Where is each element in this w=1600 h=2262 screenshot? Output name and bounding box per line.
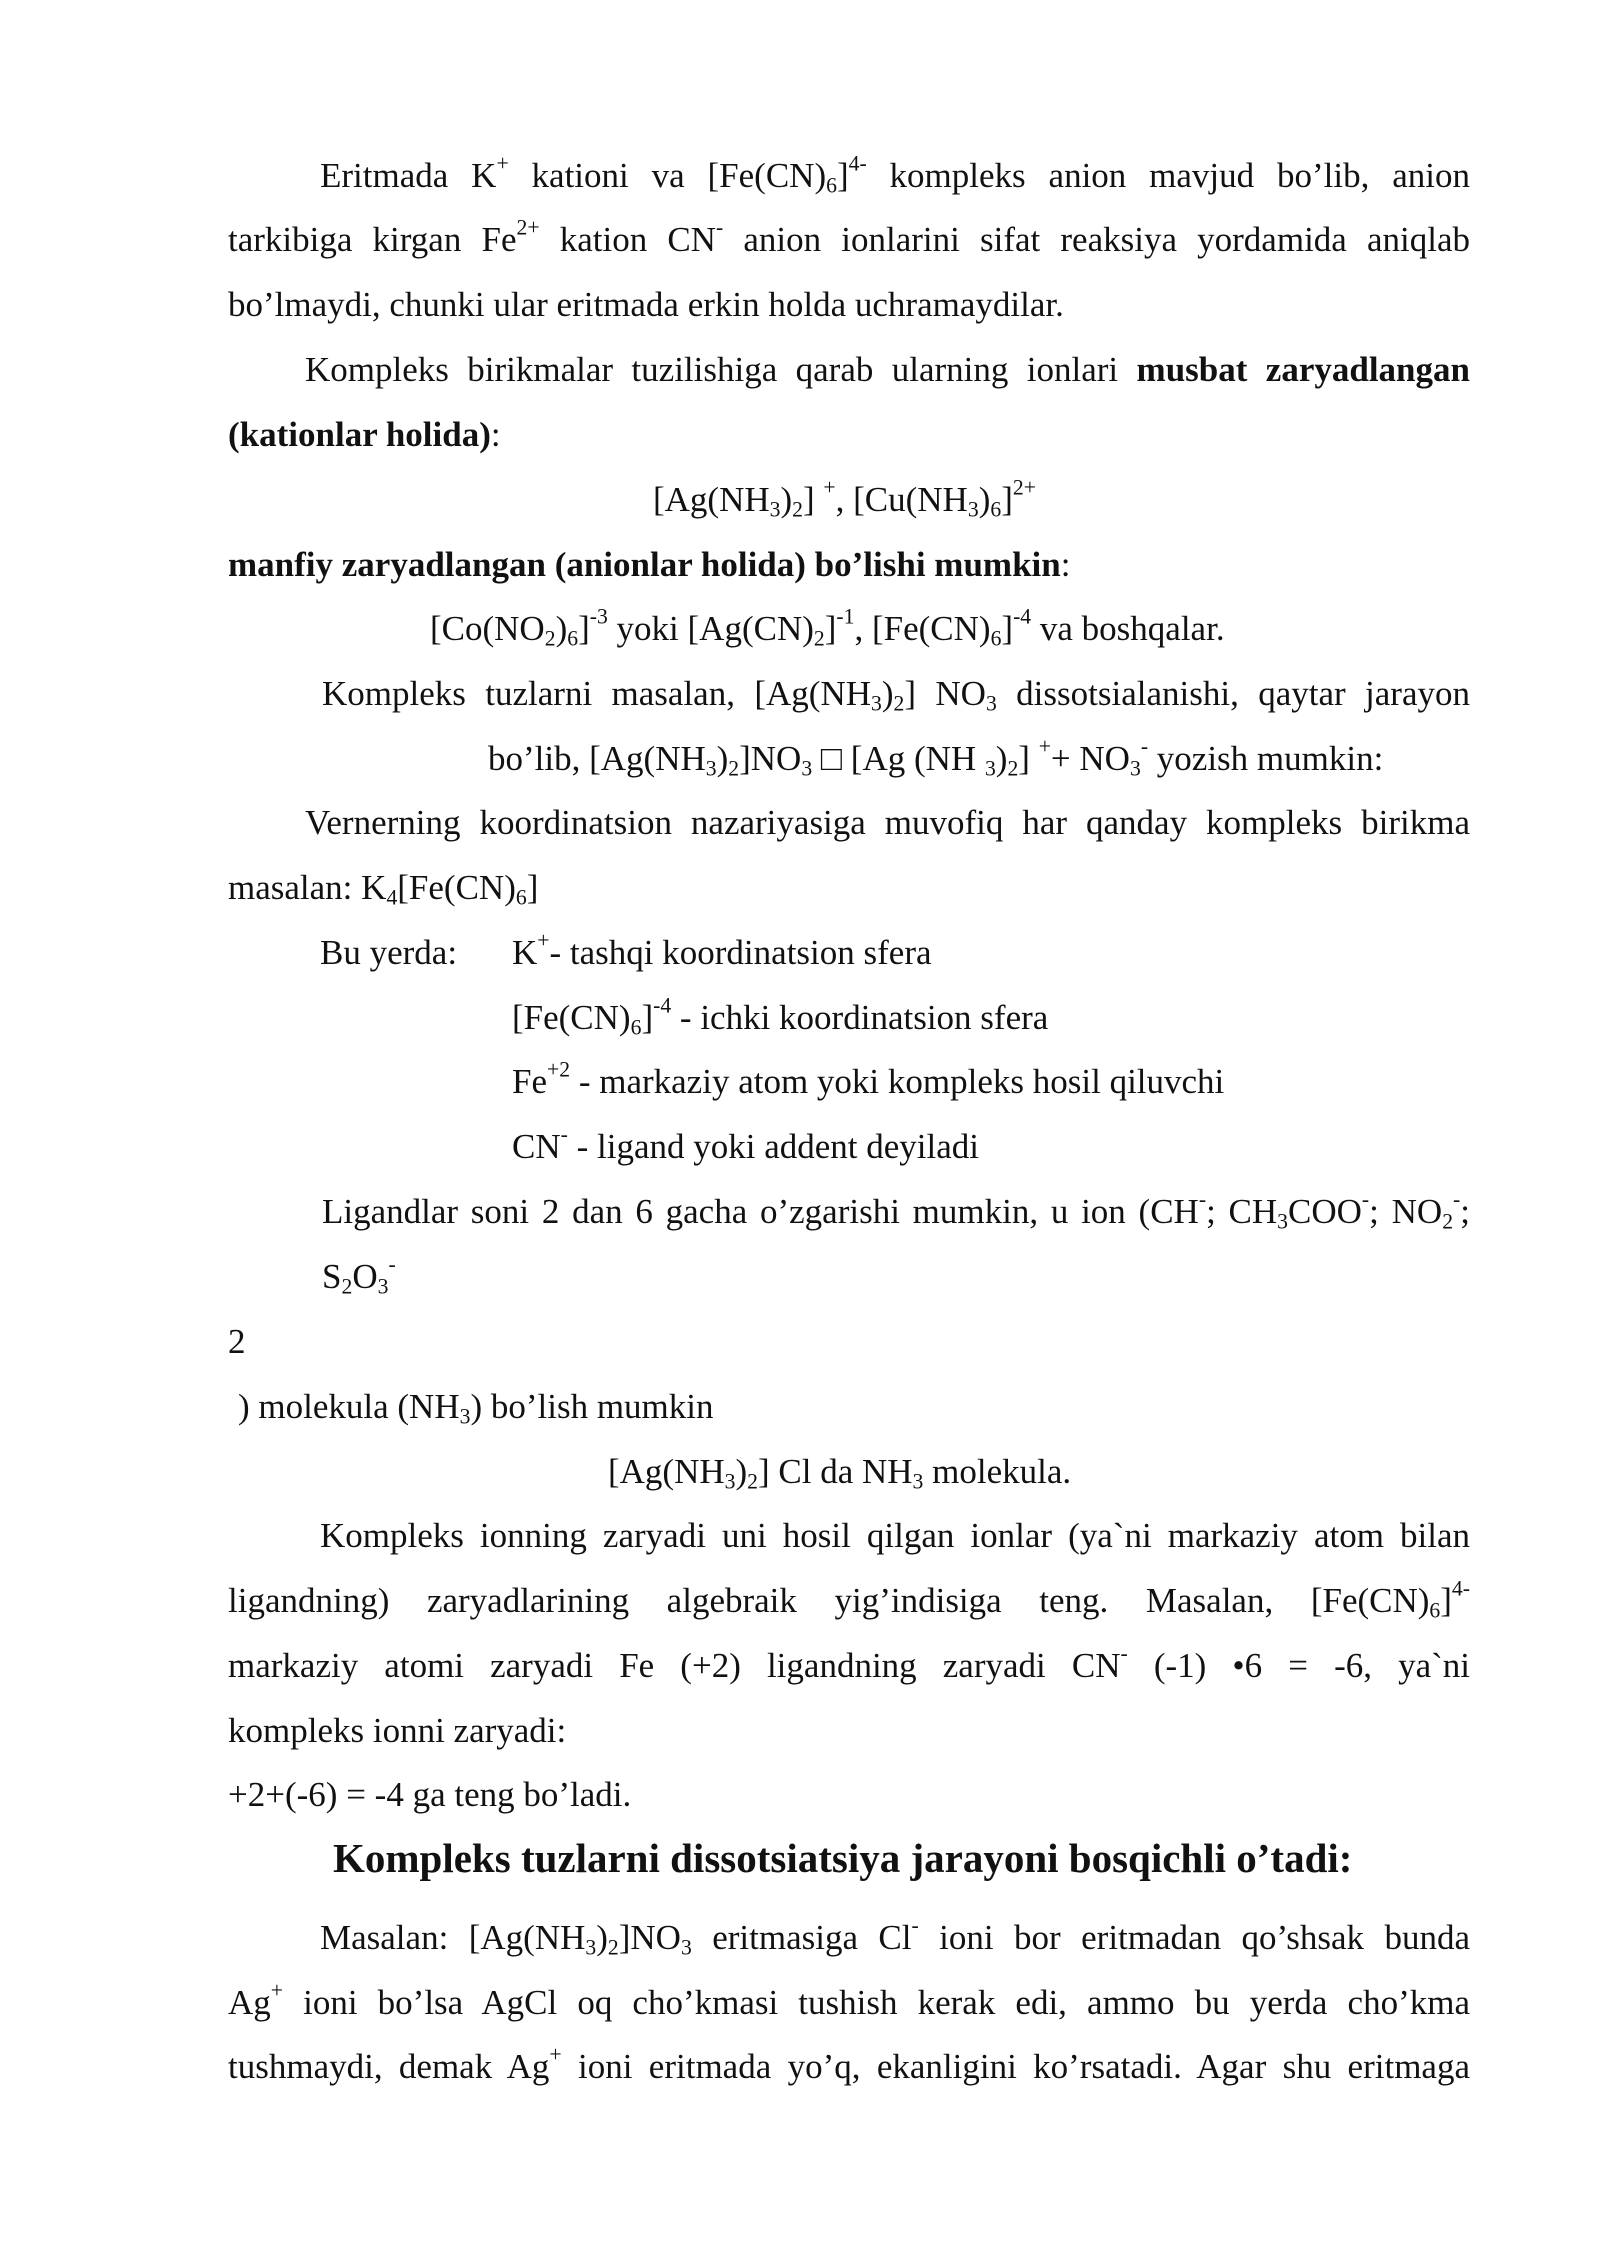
paragraph-line: Ag+ ioni bo’lsa AgCl oq cho’kmasi tushish kerak edi, ammo bu yerda cho’kma	[228, 1978, 1470, 2022]
paragraph-line: tushmaydi, demak Ag+ ioni eritmada yo’q, ekanligini ko’rsatadi. Agar shu eritmaga	[228, 2042, 1470, 2086]
paragraph-line: ) molekula $(NH_3)$ bo’lish mumkin	[238, 1387, 714, 1429]
paragraph-line: markaziy atomi zaryadi Fe (+2) ligandning zaryadi CN- (-1) •6 = -6, ya`ni	[228, 1641, 1471, 1685]
paragraph-line: Vernerning koordinatsion nazariyasiga muvofiq har qanday kompleks birikma	[305, 803, 1470, 842]
formula-line: $[Ag(NH_3)_2]$ Cl da $NH_3$ molekula.	[608, 1452, 1072, 1494]
paragraph-line: tarkibiga kirgan $Fe^{2+}$ kation CN- anion ionlarini sifat reaksiya yordamida aniqlab	[228, 215, 1470, 259]
paragraph-line: masalan: $K_4[Fe(CN)_6]$	[228, 868, 539, 910]
paragraph-line: Kompleks birikmalar tuzilishiga qarab ularning ionlari musbat zaryadlangan	[305, 350, 1470, 389]
section-heading: Kompleks tuzlarni dissotsiatsiya jarayoni bosqichli o’tadi:	[333, 1835, 1353, 1881]
paragraph-line: (kationlar holida):	[228, 415, 501, 454]
formula-line: $[Co(NO_2)_6]^{-3}$ yoki $[Ag(CN)_2]^{-1}$, $[Fe(CN)_6]^{-4}$ va boshqalar.	[430, 604, 1225, 651]
formula-line: $S_2O_3^-$	[322, 1252, 396, 1299]
paragraph-line: bo’lmaydi, chunki ular eritmada erkin holda uchramaydilar.	[228, 285, 1064, 324]
paragraph-line: Ligandlar soni 2 dan 6 gacha o’zgarishi mumkin, u ion (CH-; $CH_3COO^-$; $NO_2^-$;	[322, 1187, 1470, 1234]
paragraph-line: Kompleks tuzlarni masalan, $[Ag(NH_3)_2]$ $NO_3$ dissotsialanishi, qaytar jarayon	[322, 674, 1470, 716]
definition-line: $Fe^{+2}$ - markaziy atom yoki kompleks hosil qiluvchi	[512, 1057, 1225, 1101]
paragraph-line: +2+(-6) = -4 ga teng bo’ladi.	[228, 1775, 632, 1814]
paragraph-line: Masalan: $[Ag(NH_3)_2]NO_3$ eritmasiga Cl- ioni bor eritmadan qo’shsak bunda	[320, 1913, 1470, 1960]
label-bu-yerda: Bu yerda:	[320, 933, 458, 972]
paragraph-line: Eritmada K+ kationi va $[Fe(CN)_6]^{4-}$ kompleks anion mavjud bo’lib, anion	[320, 151, 1470, 198]
definition-line: CN- - ligand yoki addent deyiladi	[512, 1122, 980, 1166]
formula-line: $[Ag(NH_3)_2]$ +, $[Cu(NH_3)_6]^{2+}$	[653, 475, 1036, 522]
paragraph-line: kompleks ionni zaryadi:	[228, 1711, 567, 1750]
paragraph-line: Kompleks ionning zaryadi uni hosil qilgan ionlar (ya`ni markaziy atom bilan	[320, 1516, 1470, 1555]
paragraph-line: manfiy zaryadlangan (anionlar holida) bo’lishi mumkin:	[228, 545, 1071, 584]
paragraph-line: 2	[228, 1322, 246, 1361]
paragraph-line: ligandning) zaryadlarining algebraik yig’indisiga teng. Masalan, $[Fe(CN)_6]^{4-}$	[228, 1576, 1470, 1623]
definition-line: K+- tashqi koordinatsion sfera	[512, 928, 932, 972]
definition-line: $[Fe(CN)_6]^{-4}$ - ichki koordinatsion sfera	[512, 993, 1049, 1040]
formula-line: bo’lib, $[Ag(NH_3)_2]NO_3$ □ [Ag (NH $_3)_2$] $^++ NO_3^-$ yozish mumkin:	[488, 734, 1384, 781]
